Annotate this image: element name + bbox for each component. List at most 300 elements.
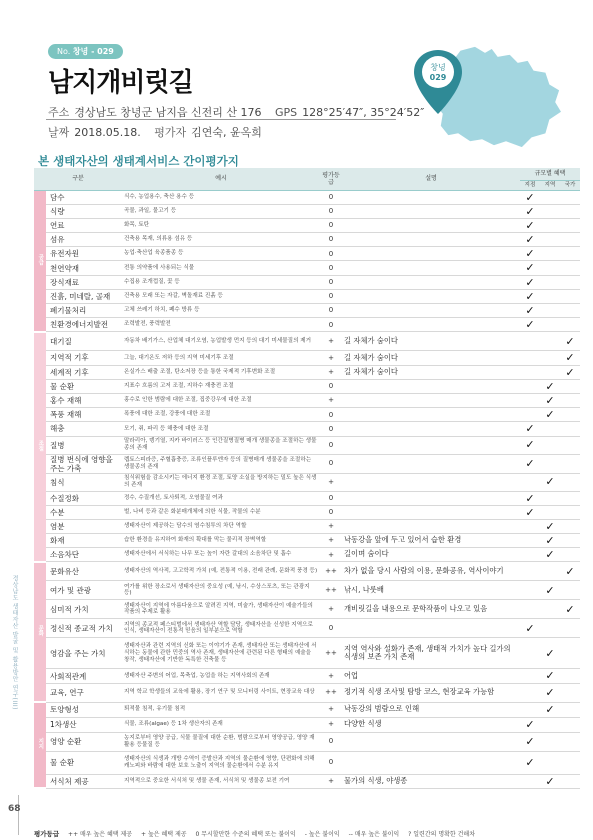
service-item: 침식 bbox=[46, 473, 122, 491]
check-region: ✓ bbox=[540, 702, 560, 717]
check-nation bbox=[560, 519, 580, 533]
check-nation bbox=[560, 638, 580, 669]
evaluator-label: 평가자 bbox=[154, 126, 187, 139]
service-example: 침식위험을 감소시키는 에너지 환경 조절, 토양 소실을 방지하는 밀도 높은 식생의 존재 bbox=[122, 473, 320, 491]
category-label: 지지 bbox=[37, 738, 44, 750]
table-body bbox=[34, 190, 580, 788]
service-description bbox=[342, 619, 520, 638]
service-description bbox=[342, 289, 520, 303]
check-nation bbox=[560, 218, 580, 232]
table-row bbox=[34, 581, 580, 600]
legend-label: 평가등급 bbox=[34, 830, 60, 838]
table-row bbox=[34, 318, 580, 332]
service-grade: + bbox=[320, 332, 342, 351]
service-item: 정신적 종교적 가치 bbox=[46, 619, 122, 638]
service-example: 조력발전, 풍력발전 bbox=[122, 318, 320, 332]
table-row bbox=[34, 548, 580, 562]
header-scale: 규모별 혜택 bbox=[520, 168, 580, 180]
service-grade: + bbox=[320, 393, 342, 407]
check-region: ✓ bbox=[540, 519, 560, 533]
evaluator-value: 김연숙, 윤옥희 bbox=[191, 126, 262, 139]
service-example: 지역 학교 학생들의 교육에 활용, 장기 연구 및 모니터링 사이트, 현장교육 대상 bbox=[122, 683, 320, 702]
check-region bbox=[540, 454, 560, 473]
service-description bbox=[342, 505, 520, 519]
service-grade: 0 bbox=[320, 304, 342, 318]
service-description: 길이며 숨이다 bbox=[342, 548, 520, 562]
service-example: 폭풍에 대한 조절, 강풍에 대한 조절 bbox=[122, 408, 320, 422]
service-description bbox=[342, 732, 520, 751]
service-grade: + bbox=[320, 669, 342, 683]
service-example: 렙토스피라증, 주혈흡충증, 조류인플루엔자 등의 질병매개 생물종을 조절하는 생물종의 존재 bbox=[122, 454, 320, 473]
service-description bbox=[342, 751, 520, 774]
table-row bbox=[34, 365, 580, 379]
table-row bbox=[34, 619, 580, 638]
check-local bbox=[520, 519, 540, 533]
service-item: 질병 bbox=[46, 436, 122, 454]
service-description: 길 자체가 숨이다 bbox=[342, 365, 520, 379]
address-value: 경상남도 창녕군 남지읍 신전리 산 176 bbox=[74, 106, 262, 119]
service-item: 섬유 bbox=[46, 233, 122, 247]
service-grade: 0 bbox=[320, 289, 342, 303]
service-description: 낚시, 나룻배 bbox=[342, 581, 520, 600]
check-nation bbox=[560, 702, 580, 717]
service-example: 여가를 위한 장소로서 생태자산의 중요성 (예, 낚시, 수상스포츠, 또는 관광지 등) bbox=[122, 581, 320, 600]
category-cultural bbox=[34, 562, 46, 702]
check-local bbox=[520, 702, 540, 717]
service-item: 여가 및 관광 bbox=[46, 581, 122, 600]
service-description bbox=[342, 422, 520, 436]
gps-label: GPS bbox=[275, 106, 298, 119]
check-region bbox=[540, 505, 560, 519]
legend-item: ? 일련간의 명확한 건해차 bbox=[408, 831, 476, 838]
service-grade: + bbox=[320, 600, 342, 619]
check-nation bbox=[560, 774, 580, 788]
header-category: 구분 bbox=[34, 168, 122, 190]
service-description: 어업 bbox=[342, 669, 520, 683]
table-row bbox=[34, 233, 580, 247]
check-region bbox=[540, 275, 560, 289]
check-region bbox=[540, 332, 560, 351]
service-item: 식량 bbox=[46, 204, 122, 218]
page-number: 68 bbox=[8, 804, 21, 814]
service-description: 정기적 식생 조사및 탐방 코스, 현장교육 가능함 bbox=[342, 683, 520, 702]
legend-item: -- 매우 높은 불이익 bbox=[348, 831, 400, 838]
service-example: 지역의 종교적 페스티벌에서 생태자산 역할 담당, 생태자산을 신성한 지역으로 인식, 생태자산이 전통적 믿음의 일부분으로 역할 bbox=[122, 619, 320, 638]
service-example: 식수, 농업용수, 축산 용수 등 bbox=[122, 190, 320, 204]
service-example: 농업·축산업 육종품종 등 bbox=[122, 247, 320, 261]
service-grade: 0 bbox=[320, 190, 342, 204]
check-local bbox=[520, 669, 540, 683]
category-provisioning bbox=[34, 190, 46, 332]
service-item: 수분 bbox=[46, 505, 122, 519]
service-example: 퇴적물 침적, 유기물 침적 bbox=[122, 702, 320, 717]
service-example: 온실가스 배출 조절, 탄소저장 등을 통한 국제적 기후변화 조절 bbox=[122, 365, 320, 379]
category-regulating bbox=[34, 332, 46, 562]
check-region: ✓ bbox=[540, 473, 560, 491]
check-nation bbox=[560, 751, 580, 774]
check-nation bbox=[560, 393, 580, 407]
check-local: ✓ bbox=[520, 275, 540, 289]
service-item: 폐기물처리 bbox=[46, 304, 122, 318]
service-grade: 0 bbox=[320, 379, 342, 393]
check-region bbox=[540, 717, 560, 732]
table-row bbox=[34, 436, 580, 454]
table-row bbox=[34, 408, 580, 422]
table-row bbox=[34, 247, 580, 261]
check-region bbox=[540, 261, 560, 275]
legend-item: - 높은 불이익 bbox=[304, 831, 340, 838]
service-grade: + bbox=[320, 774, 342, 788]
service-example: 농지로부터 영양 공급, 식물 물질에 대한 순환, 범람으로부터 영양공급, 영양 재활용 등물질 등 bbox=[122, 732, 320, 751]
service-grade: 0 bbox=[320, 318, 342, 332]
service-item: 연료 bbox=[46, 218, 122, 232]
check-local: ✓ bbox=[520, 491, 540, 505]
service-example: 고체 쓰레기 하치, 폐수 방류 등 bbox=[122, 304, 320, 318]
service-description bbox=[342, 233, 520, 247]
service-grade: 0 bbox=[320, 454, 342, 473]
check-nation: ✓ bbox=[560, 600, 580, 619]
service-item: 물 순환 bbox=[46, 379, 122, 393]
header-scale-local: 지점 bbox=[520, 180, 540, 190]
service-grade: + bbox=[320, 351, 342, 365]
service-description bbox=[342, 218, 520, 232]
service-item: 영감을 주는 가치 bbox=[46, 638, 122, 669]
check-nation bbox=[560, 289, 580, 303]
badge-code: 창녕 - 029 bbox=[72, 47, 114, 56]
check-local: ✓ bbox=[520, 717, 540, 732]
check-local: ✓ bbox=[520, 261, 540, 275]
service-grade: 0 bbox=[320, 204, 342, 218]
check-region bbox=[540, 751, 560, 774]
service-description bbox=[342, 473, 520, 491]
service-grade: 0 bbox=[320, 233, 342, 247]
side-strip bbox=[0, 0, 30, 840]
table-row bbox=[34, 717, 580, 732]
check-local: ✓ bbox=[520, 436, 540, 454]
service-item: 염분 bbox=[46, 519, 122, 533]
check-nation bbox=[560, 534, 580, 548]
service-grade: + bbox=[320, 365, 342, 379]
service-description bbox=[342, 318, 520, 332]
check-region bbox=[540, 318, 560, 332]
check-region: ✓ bbox=[540, 379, 560, 393]
header-scale-region: 지역 bbox=[540, 180, 560, 190]
address-line bbox=[48, 104, 424, 120]
check-local bbox=[520, 365, 540, 379]
check-region bbox=[540, 218, 560, 232]
check-local: ✓ bbox=[520, 247, 540, 261]
table-row bbox=[34, 638, 580, 669]
check-nation bbox=[560, 473, 580, 491]
check-local bbox=[520, 562, 540, 581]
legend-item: + 높은 혜택 제공 bbox=[141, 831, 187, 838]
check-local bbox=[520, 600, 540, 619]
check-region bbox=[540, 289, 560, 303]
header-example: 예시 bbox=[122, 168, 320, 190]
service-example: 자동차 배기가스, 산업체 대기오염, 농업발생 먼지 등의 대기 미세물질의 제거 bbox=[122, 332, 320, 351]
map-pin-region: 창녕 bbox=[430, 63, 446, 72]
service-item: 소음차단 bbox=[46, 548, 122, 562]
service-item: 서식처 제공 bbox=[46, 774, 122, 788]
service-description: 개비릿길을 내용으로 문학작품이 나오고 있음 bbox=[342, 600, 520, 619]
service-example: 생태자산에서 서식하는 나무 또는 높이 자란 갈대의 소음차단 및 흡수 bbox=[122, 548, 320, 562]
service-item: 세계적 기후 bbox=[46, 365, 122, 379]
check-nation bbox=[560, 261, 580, 275]
service-grade: 0 bbox=[320, 408, 342, 422]
check-local bbox=[520, 393, 540, 407]
check-nation bbox=[560, 247, 580, 261]
table-row bbox=[34, 751, 580, 774]
table-row bbox=[34, 393, 580, 407]
date-value: 2018.05.18. bbox=[74, 126, 141, 139]
service-grade: 0 bbox=[320, 436, 342, 454]
check-region bbox=[540, 365, 560, 379]
service-description bbox=[342, 393, 520, 407]
table-row bbox=[34, 519, 580, 533]
service-item: 영양 순환 bbox=[46, 732, 122, 751]
table-row bbox=[34, 669, 580, 683]
category-label: 문화 bbox=[37, 625, 44, 637]
service-item: 심미적 가치 bbox=[46, 600, 122, 619]
service-item: 친환경에너지발전 bbox=[46, 318, 122, 332]
service-description bbox=[342, 491, 520, 505]
service-example: 말라리아, 뎅기열, 지카 바이러스 등 인간질병질병 매개 생물종을 조절하는 생물종의 존재 bbox=[122, 436, 320, 454]
service-grade: ++ bbox=[320, 683, 342, 702]
check-region bbox=[540, 204, 560, 218]
service-description bbox=[342, 304, 520, 318]
service-example: 그늘, 대기온도 저하 등의 지역 미세기후 조절 bbox=[122, 351, 320, 365]
check-region: ✓ bbox=[540, 581, 560, 600]
service-item: 홍수 재해 bbox=[46, 393, 122, 407]
service-grade: + bbox=[320, 473, 342, 491]
check-region bbox=[540, 436, 560, 454]
check-nation bbox=[560, 408, 580, 422]
table-row bbox=[34, 332, 580, 351]
service-description bbox=[342, 454, 520, 473]
check-nation bbox=[560, 683, 580, 702]
service-grade: ++ bbox=[320, 562, 342, 581]
check-region: ✓ bbox=[540, 638, 560, 669]
check-local bbox=[520, 379, 540, 393]
service-grade: + bbox=[320, 534, 342, 548]
check-nation: ✓ bbox=[560, 332, 580, 351]
legend-item: 0 무시할만한 수준의 혜택 또는 불이익 bbox=[195, 831, 296, 838]
table-row bbox=[34, 702, 580, 717]
check-region: ✓ bbox=[540, 408, 560, 422]
table-row bbox=[34, 473, 580, 491]
check-nation bbox=[560, 732, 580, 751]
service-item: 교육, 연구 bbox=[46, 683, 122, 702]
check-region: ✓ bbox=[540, 534, 560, 548]
service-item: 사회적관계 bbox=[46, 669, 122, 683]
category-label: 조절 bbox=[37, 439, 44, 452]
check-nation bbox=[560, 581, 580, 600]
check-nation bbox=[560, 275, 580, 289]
service-example: 식물, 조류(algae) 등 1차 생산자의 존재 bbox=[122, 717, 320, 732]
check-region bbox=[540, 247, 560, 261]
table-row bbox=[34, 351, 580, 365]
check-region bbox=[540, 600, 560, 619]
service-description bbox=[342, 519, 520, 533]
service-item: 해충 bbox=[46, 422, 122, 436]
service-item: 화재 bbox=[46, 534, 122, 548]
service-example: 생태자산의 식생과 개방 수역이 증발산과 지역의 물순환에 영향, 단편화에 의해 캐노피와 바람에 대한 보호 노출이 지역의 물순환에서 수분 유지 bbox=[122, 751, 320, 774]
service-grade: 0 bbox=[320, 505, 342, 519]
service-grade: ++ bbox=[320, 638, 342, 669]
check-local: ✓ bbox=[520, 751, 540, 774]
info-divider bbox=[46, 119, 396, 120]
service-grade: + bbox=[320, 519, 342, 533]
check-nation bbox=[560, 422, 580, 436]
check-local bbox=[520, 774, 540, 788]
table-row bbox=[34, 218, 580, 232]
service-example: 지역적으로 중요한 서식처 및 생물 존재, 서식처 및 생물종 보전 기여 bbox=[122, 774, 320, 788]
service-example: 곡물, 과일, 물고기 등 bbox=[122, 204, 320, 218]
table-row bbox=[34, 261, 580, 275]
service-example: 모기, 쥐, 파리 등 해충에 대한 조절 bbox=[122, 422, 320, 436]
service-item: 물 순환 bbox=[46, 751, 122, 774]
service-item: 1차생산 bbox=[46, 717, 122, 732]
service-description: 낙동강을 앞에 두고 있어서 습한 환경 bbox=[342, 534, 520, 548]
date-label: 날짜 bbox=[48, 126, 70, 139]
service-item: 문화유산 bbox=[46, 562, 122, 581]
table-row bbox=[34, 379, 580, 393]
check-local: ✓ bbox=[520, 505, 540, 519]
table-row bbox=[34, 505, 580, 519]
check-local: ✓ bbox=[520, 190, 540, 204]
service-grade: + bbox=[320, 548, 342, 562]
service-example: 생태자산이 제공하는 담수의 염수침투의 차단 역할 bbox=[122, 519, 320, 533]
service-description: 차가 없을 당시 사람의 이용, 문화공유, 역사이야기 bbox=[342, 562, 520, 581]
category-label: 공급 bbox=[37, 253, 44, 265]
service-grade: 0 bbox=[320, 619, 342, 638]
check-region bbox=[540, 422, 560, 436]
service-grade: + bbox=[320, 702, 342, 717]
service-item: 토양형성 bbox=[46, 702, 122, 717]
table-row bbox=[34, 562, 580, 581]
service-item: 진흙, 미네랄, 골재 bbox=[46, 289, 122, 303]
service-example: 생태자산의 역사적, 고고학적 가치 (예, 전통적 이용, 전래 관례, 문화적 풍경 등) bbox=[122, 562, 320, 581]
check-local: ✓ bbox=[520, 304, 540, 318]
service-description bbox=[342, 247, 520, 261]
service-description bbox=[342, 275, 520, 289]
check-nation: ✓ bbox=[560, 351, 580, 365]
service-example: 건축용 모래 또는 자갈, 벽돌재료 진흙 등 bbox=[122, 289, 320, 303]
site-code-badge bbox=[48, 44, 123, 59]
check-nation bbox=[560, 436, 580, 454]
grade-legend bbox=[34, 829, 475, 838]
gps-value: 128°25′47″, 35°24′52″ bbox=[302, 106, 425, 119]
header-description: 설명 bbox=[342, 168, 520, 190]
check-region bbox=[540, 732, 560, 751]
check-nation bbox=[560, 233, 580, 247]
check-local: ✓ bbox=[520, 619, 540, 638]
service-description: 지역 역사와 설화가 존재, 생태적 가치가 높다 길가의 식생의 보존 가치 존재 bbox=[342, 638, 520, 669]
check-local bbox=[520, 683, 540, 702]
check-local bbox=[520, 351, 540, 365]
check-region bbox=[540, 233, 560, 247]
service-grade: + bbox=[320, 717, 342, 732]
service-item: 담수 bbox=[46, 190, 122, 204]
service-description bbox=[342, 408, 520, 422]
service-description bbox=[342, 204, 520, 218]
service-description: 다양한 식생 bbox=[342, 717, 520, 732]
check-local bbox=[520, 408, 540, 422]
check-nation bbox=[560, 190, 580, 204]
table-row bbox=[34, 204, 580, 218]
category-supporting bbox=[34, 702, 46, 788]
check-nation bbox=[560, 379, 580, 393]
check-local: ✓ bbox=[520, 233, 540, 247]
check-nation bbox=[560, 717, 580, 732]
service-grade: 0 bbox=[320, 247, 342, 261]
service-description: 길 자체가 숨이다 bbox=[342, 351, 520, 365]
check-nation bbox=[560, 204, 580, 218]
service-example: 생태자산 주변의 어업, 목축업, 농업을 하는 지역사회의 존재 bbox=[122, 669, 320, 683]
table-row bbox=[34, 683, 580, 702]
check-nation bbox=[560, 619, 580, 638]
service-example: 생태자산과 관련 지역의 신화 또는 이야기가 존재, 생태자산 또는 생태자산에 서식하는 동물에 관한 민중의 역사 존재, 생태자산에 관련된 다른 형태의 예술을 창작, 생태자산에 기반한 독특한 건축물 등 bbox=[122, 638, 320, 669]
check-region bbox=[540, 304, 560, 318]
service-description bbox=[342, 261, 520, 275]
service-example: 정수, 수질개선, 토사퇴적, 오염물질 여과 bbox=[122, 491, 320, 505]
service-item: 대기질 bbox=[46, 332, 122, 351]
check-nation: ✓ bbox=[560, 365, 580, 379]
service-example: 벌, 나비 등과 같은 화분매개체에 의한 식물, 작물의 수분 bbox=[122, 505, 320, 519]
check-nation bbox=[560, 318, 580, 332]
check-region: ✓ bbox=[540, 548, 560, 562]
check-nation bbox=[560, 669, 580, 683]
table-row bbox=[34, 600, 580, 619]
check-local: ✓ bbox=[520, 422, 540, 436]
service-item: 지역적 기후 bbox=[46, 351, 122, 365]
check-local: ✓ bbox=[520, 454, 540, 473]
table-row bbox=[34, 190, 580, 204]
address-label: 주소 bbox=[48, 106, 70, 119]
service-grade: 0 bbox=[320, 218, 342, 232]
table-row bbox=[34, 275, 580, 289]
check-local: ✓ bbox=[520, 732, 540, 751]
badge-prefix: No. bbox=[57, 47, 71, 56]
service-example: 홍수로 인한 범람에 대한 조절, 집중강우에 대한 조절 bbox=[122, 393, 320, 407]
page-title: 남지개비릿길 bbox=[48, 68, 193, 98]
check-nation bbox=[560, 548, 580, 562]
service-example: 습한 환경을 유지하여 화재의 확대를 막는 물리적 장벽역할 bbox=[122, 534, 320, 548]
service-description: 길 자체가 숨이다 bbox=[342, 332, 520, 351]
check-local bbox=[520, 548, 540, 562]
check-region: ✓ bbox=[540, 393, 560, 407]
header-grade: 평가등급 bbox=[320, 168, 342, 190]
check-local: ✓ bbox=[520, 204, 540, 218]
service-description bbox=[342, 436, 520, 454]
service-grade: 0 bbox=[320, 275, 342, 289]
service-grade: 0 bbox=[320, 732, 342, 751]
side-running-title: 경상남도 생태자산 발굴 및 활용방안 연구(III) bbox=[11, 575, 18, 711]
service-example: 수집용 조개껍질, 꽃 등 bbox=[122, 275, 320, 289]
check-local: ✓ bbox=[520, 218, 540, 232]
service-item: 수질정화 bbox=[46, 491, 122, 505]
map-pin-number: 029 bbox=[429, 73, 447, 82]
check-region bbox=[540, 619, 560, 638]
service-description bbox=[342, 190, 520, 204]
evaluation-table bbox=[34, 168, 580, 789]
service-description: 낙동강의 범람으로 인해 bbox=[342, 702, 520, 717]
service-grade: 0 bbox=[320, 422, 342, 436]
region-map-icon bbox=[400, 42, 570, 152]
check-region bbox=[540, 190, 560, 204]
check-local bbox=[520, 581, 540, 600]
table-row bbox=[34, 304, 580, 318]
